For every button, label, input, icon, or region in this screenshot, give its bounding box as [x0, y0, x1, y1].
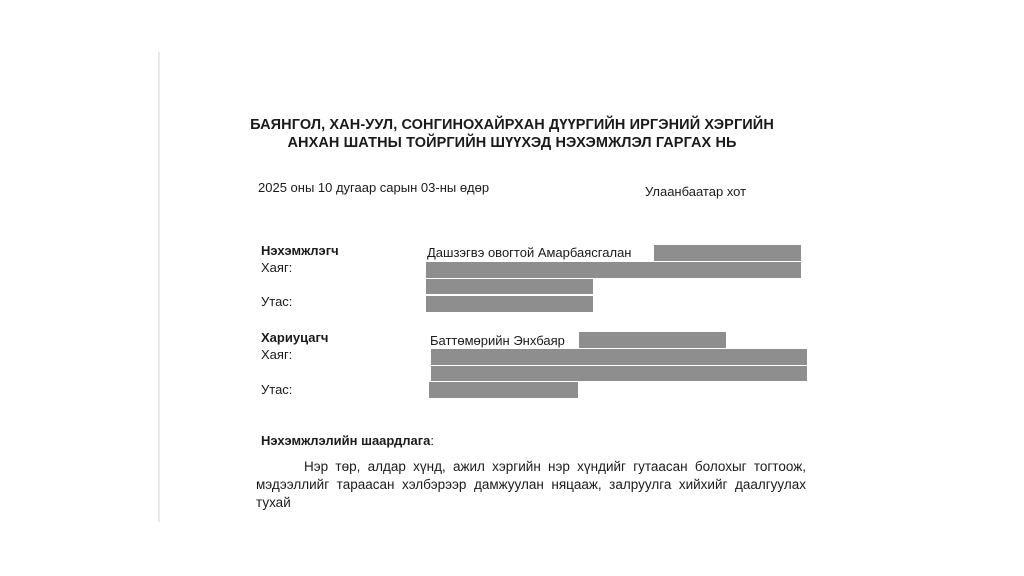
claim-body: Нэр төр, алдар хүнд, ажил хэргийн нэр хүндийг гутаасан болохыг тогтоож, мэдээллийг тараасан хэлбэрээр дамжуулан няцааж, залруулга хийхийг даалгуулах тухай [256, 459, 806, 510]
document-date: 2025 оны 10 дугаар сарын 03-ны өдөр [258, 180, 490, 195]
plaintiff-name: Дашзэгвэ овогтой Амарбаясгалан [427, 245, 632, 260]
plaintiff-address-label: Хаяг: [261, 260, 293, 275]
document-page [160, 52, 864, 522]
redaction-block [431, 349, 807, 365]
redaction-block [579, 332, 726, 348]
respondent-heading: Хариуцагч [261, 330, 329, 345]
redaction-block [426, 279, 593, 294]
redaction-block [426, 296, 593, 312]
claim-heading-colon: : [430, 433, 435, 448]
respondent-address-label: Хаяг: [261, 347, 293, 362]
redaction-block [429, 382, 578, 398]
respondent-phone-label: Утас: [261, 382, 293, 397]
plaintiff-phone-label: Утас: [261, 294, 293, 309]
redaction-block [426, 262, 801, 278]
redaction-block [654, 245, 801, 261]
claim-heading-line [261, 433, 434, 448]
plaintiff-heading: Нэхэмжлэгч [261, 243, 339, 258]
document-title-line-2: АНХАН ШАТНЫ ТОЙРГИЙН ШҮҮХЭД НЭХЭМЖЛЭЛ ГАРГАХ НЬ [287, 135, 737, 151]
respondent-name: Баттөмөрийн Энхбаяр [430, 333, 565, 348]
document-title-line-1: БАЯНГОЛ, ХАН-УУЛ, СОНГИНОХАЙРХАН ДҮҮРГИЙН ИРГЭНИЙ ХЭРГИЙН [250, 117, 774, 133]
redaction-block [431, 366, 807, 381]
claim-heading: Нэхэмжлэлийн шаардлага [261, 433, 431, 448]
document-place: Улаанбаатар хот [645, 184, 747, 199]
